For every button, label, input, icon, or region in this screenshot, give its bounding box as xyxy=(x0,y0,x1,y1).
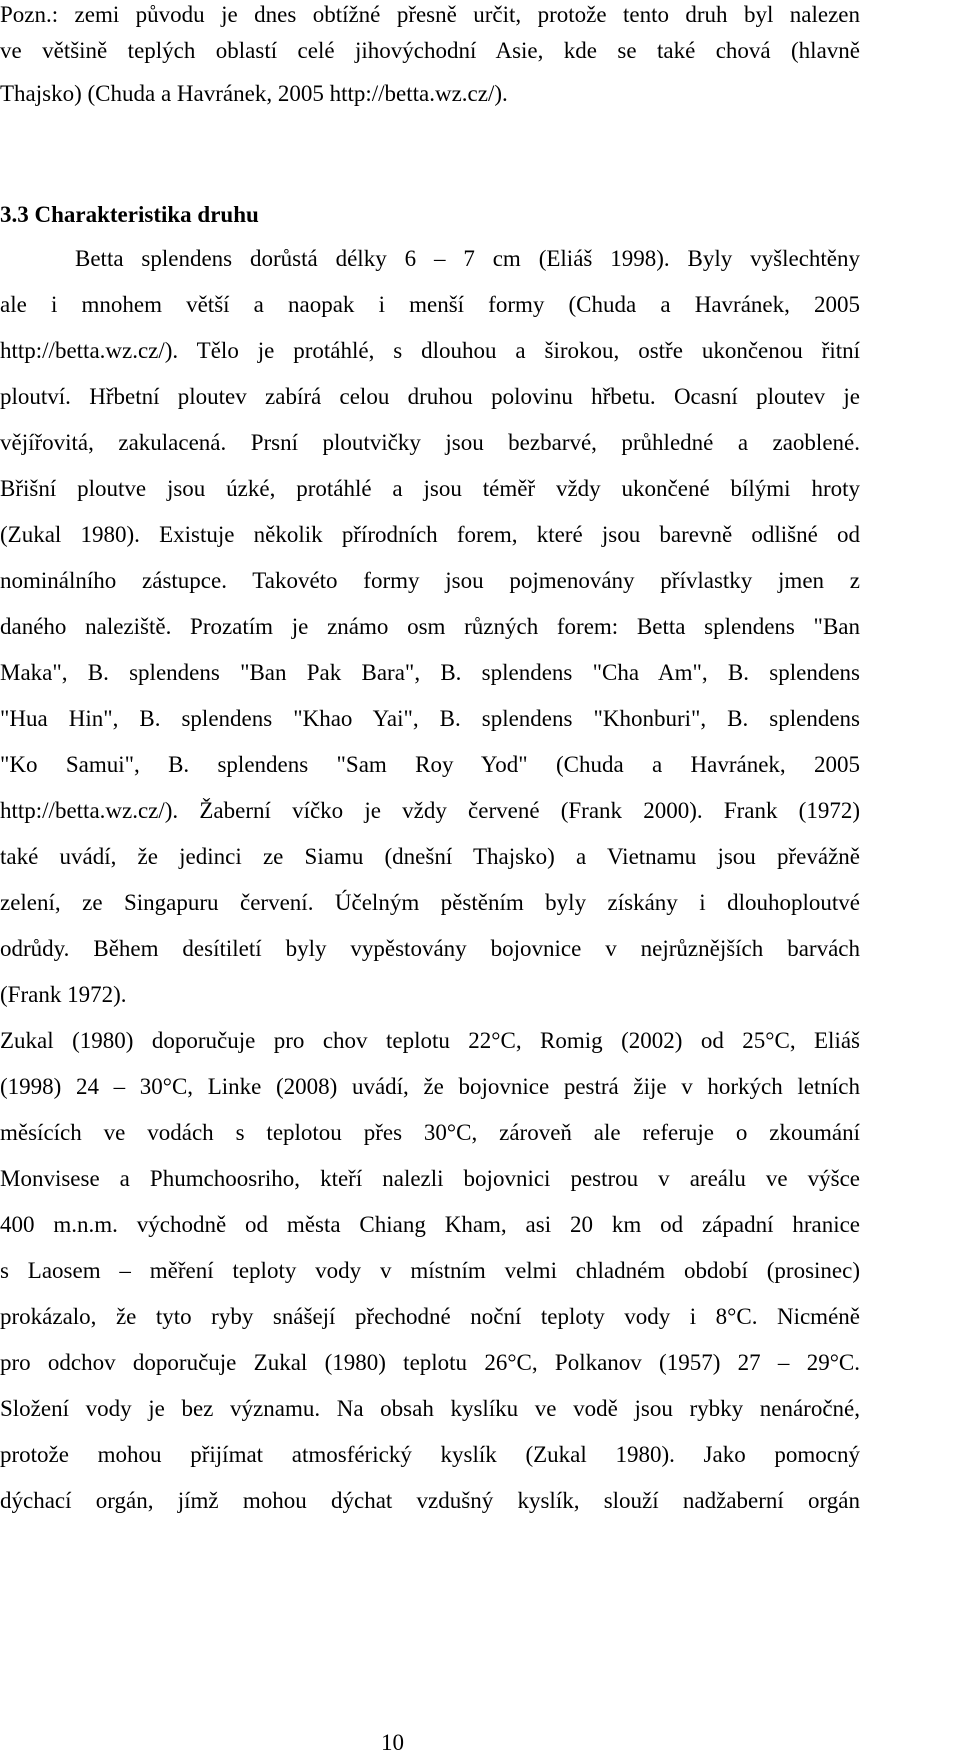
paragraph1-line: Betta splendens dorůstá délky 6 – 7 cm (Eliáš 1998). Byly vyšlechtěny xyxy=(75,246,860,271)
page-number: 10 xyxy=(381,1730,404,1755)
note-line-3: Thajsko) (Chuda a Havránek, 2005 http://betta.wz.cz/). xyxy=(0,81,508,106)
paragraph1-line: (Frank 1972). xyxy=(0,982,127,1007)
paragraph1-line: (Zukal 1980). Existuje několik přírodních forem, které jsou barevně odlišné od xyxy=(0,522,860,547)
section-heading: 3.3 Charakteristika druhu xyxy=(0,202,259,227)
paragraph1-line: "Hua Hin", B. splendens "Khao Yai", B. splendens "Khonburi", B. splendens xyxy=(0,706,860,731)
paragraph1-line: nominálního zástupce. Takovéto formy jsou pojmenovány přívlastky jmen z xyxy=(0,568,860,593)
paragraph1-line: ploutví. Hřbetní ploutev zabírá celou druhou polovinu hřbetu. Ocasní ploutev je xyxy=(0,384,860,409)
note-line-2: ve většině teplých oblastí celé jihovýchodní Asie, kde se také chová (hlavně xyxy=(0,38,860,63)
paragraph1-line: http://betta.wz.cz/). Tělo je protáhlé, s dlouhou a širokou, ostře ukončenou řitní xyxy=(0,338,860,363)
paragraph2-line: Složení vody je bez významu. Na obsah kyslíku ve vodě jsou rybky nenáročné, xyxy=(0,1396,860,1421)
paragraph1-line: odrůdy. Během desítiletí byly vypěstovány bojovnice v nejrůznějších barvách xyxy=(0,936,860,961)
paragraph2-line: dýchací orgán, jímž mohou dýchat vzdušný kyslík, slouží nadžaberní orgán xyxy=(0,1488,860,1513)
paragraph1-line: ale i mnohem větší a naopak i menší formy (Chuda a Havránek, 2005 xyxy=(0,292,860,317)
paragraph2-line: pro odchov doporučuje Zukal (1980) teplotu 26°C, Polkanov (1957) 27 – 29°C. xyxy=(0,1350,860,1375)
paragraph1-line: vějířovitá, zakulacená. Prsní ploutvičky jsou bezbarvé, průhledné a zaoblené. xyxy=(0,430,860,455)
paragraph2-line: Zukal (1980) doporučuje pro chov teplotu 22°C, Romig (2002) od 25°C, Eliáš xyxy=(0,1028,860,1053)
paragraph1-line: http://betta.wz.cz/). Žaberní víčko je vždy červené (Frank 2000). Frank (1972) xyxy=(0,798,860,823)
paragraph2-line: 400 m.n.m. východně od města Chiang Kham, asi 20 km od západní hranice xyxy=(0,1212,860,1237)
paragraph2-line: (1998) 24 – 30°C, Linke (2008) uvádí, že bojovnice pestrá žije v horkých letních xyxy=(0,1074,860,1099)
paragraph2-line: protože mohou přijímat atmosférický kyslík (Zukal 1980). Jako pomocný xyxy=(0,1442,860,1467)
paragraph1-line: zelení, ze Singapuru červení. Účelným pěstěním byly získány i dlouhoploutvé xyxy=(0,890,860,915)
paragraph2-line: Monvisese a Phumchoosriho, kteří nalezli bojovnici pestrou v areálu ve výšce xyxy=(0,1166,860,1191)
paragraph1-line: Maka", B. splendens "Ban Pak Bara", B. splendens "Cha Am", B. splendens xyxy=(0,660,860,685)
paragraph2-line: měsících ve vodách s teplotou přes 30°C, zároveň ale referuje o zkoumání xyxy=(0,1120,860,1145)
paragraph2-line: prokázalo, že tyto ryby snášejí přechodné noční teploty vody i 8°C. Nicméně xyxy=(0,1304,860,1329)
paragraph1-line: daného naleziště. Prozatím je známo osm různých forem: Betta splendens "Ban xyxy=(0,614,860,639)
paragraph1-line: Břišní ploutve jsou úzké, protáhlé a jsou téměř vždy ukončené bílými hroty xyxy=(0,476,860,501)
paragraph1-line: "Ko Samui", B. splendens "Sam Roy Yod" (Chuda a Havránek, 2005 xyxy=(0,752,860,777)
paragraph2-line: s Laosem – měření teploty vody v místním velmi chladném období (prosinec) xyxy=(0,1258,860,1283)
note-line-1: Pozn.: zemi původu je dnes obtížné přesně určit, protože tento druh byl nalezen xyxy=(0,2,860,27)
paragraph1-line: také uvádí, že jedinci ze Siamu (dnešní Thajsko) a Vietnamu jsou převážně xyxy=(0,844,860,869)
